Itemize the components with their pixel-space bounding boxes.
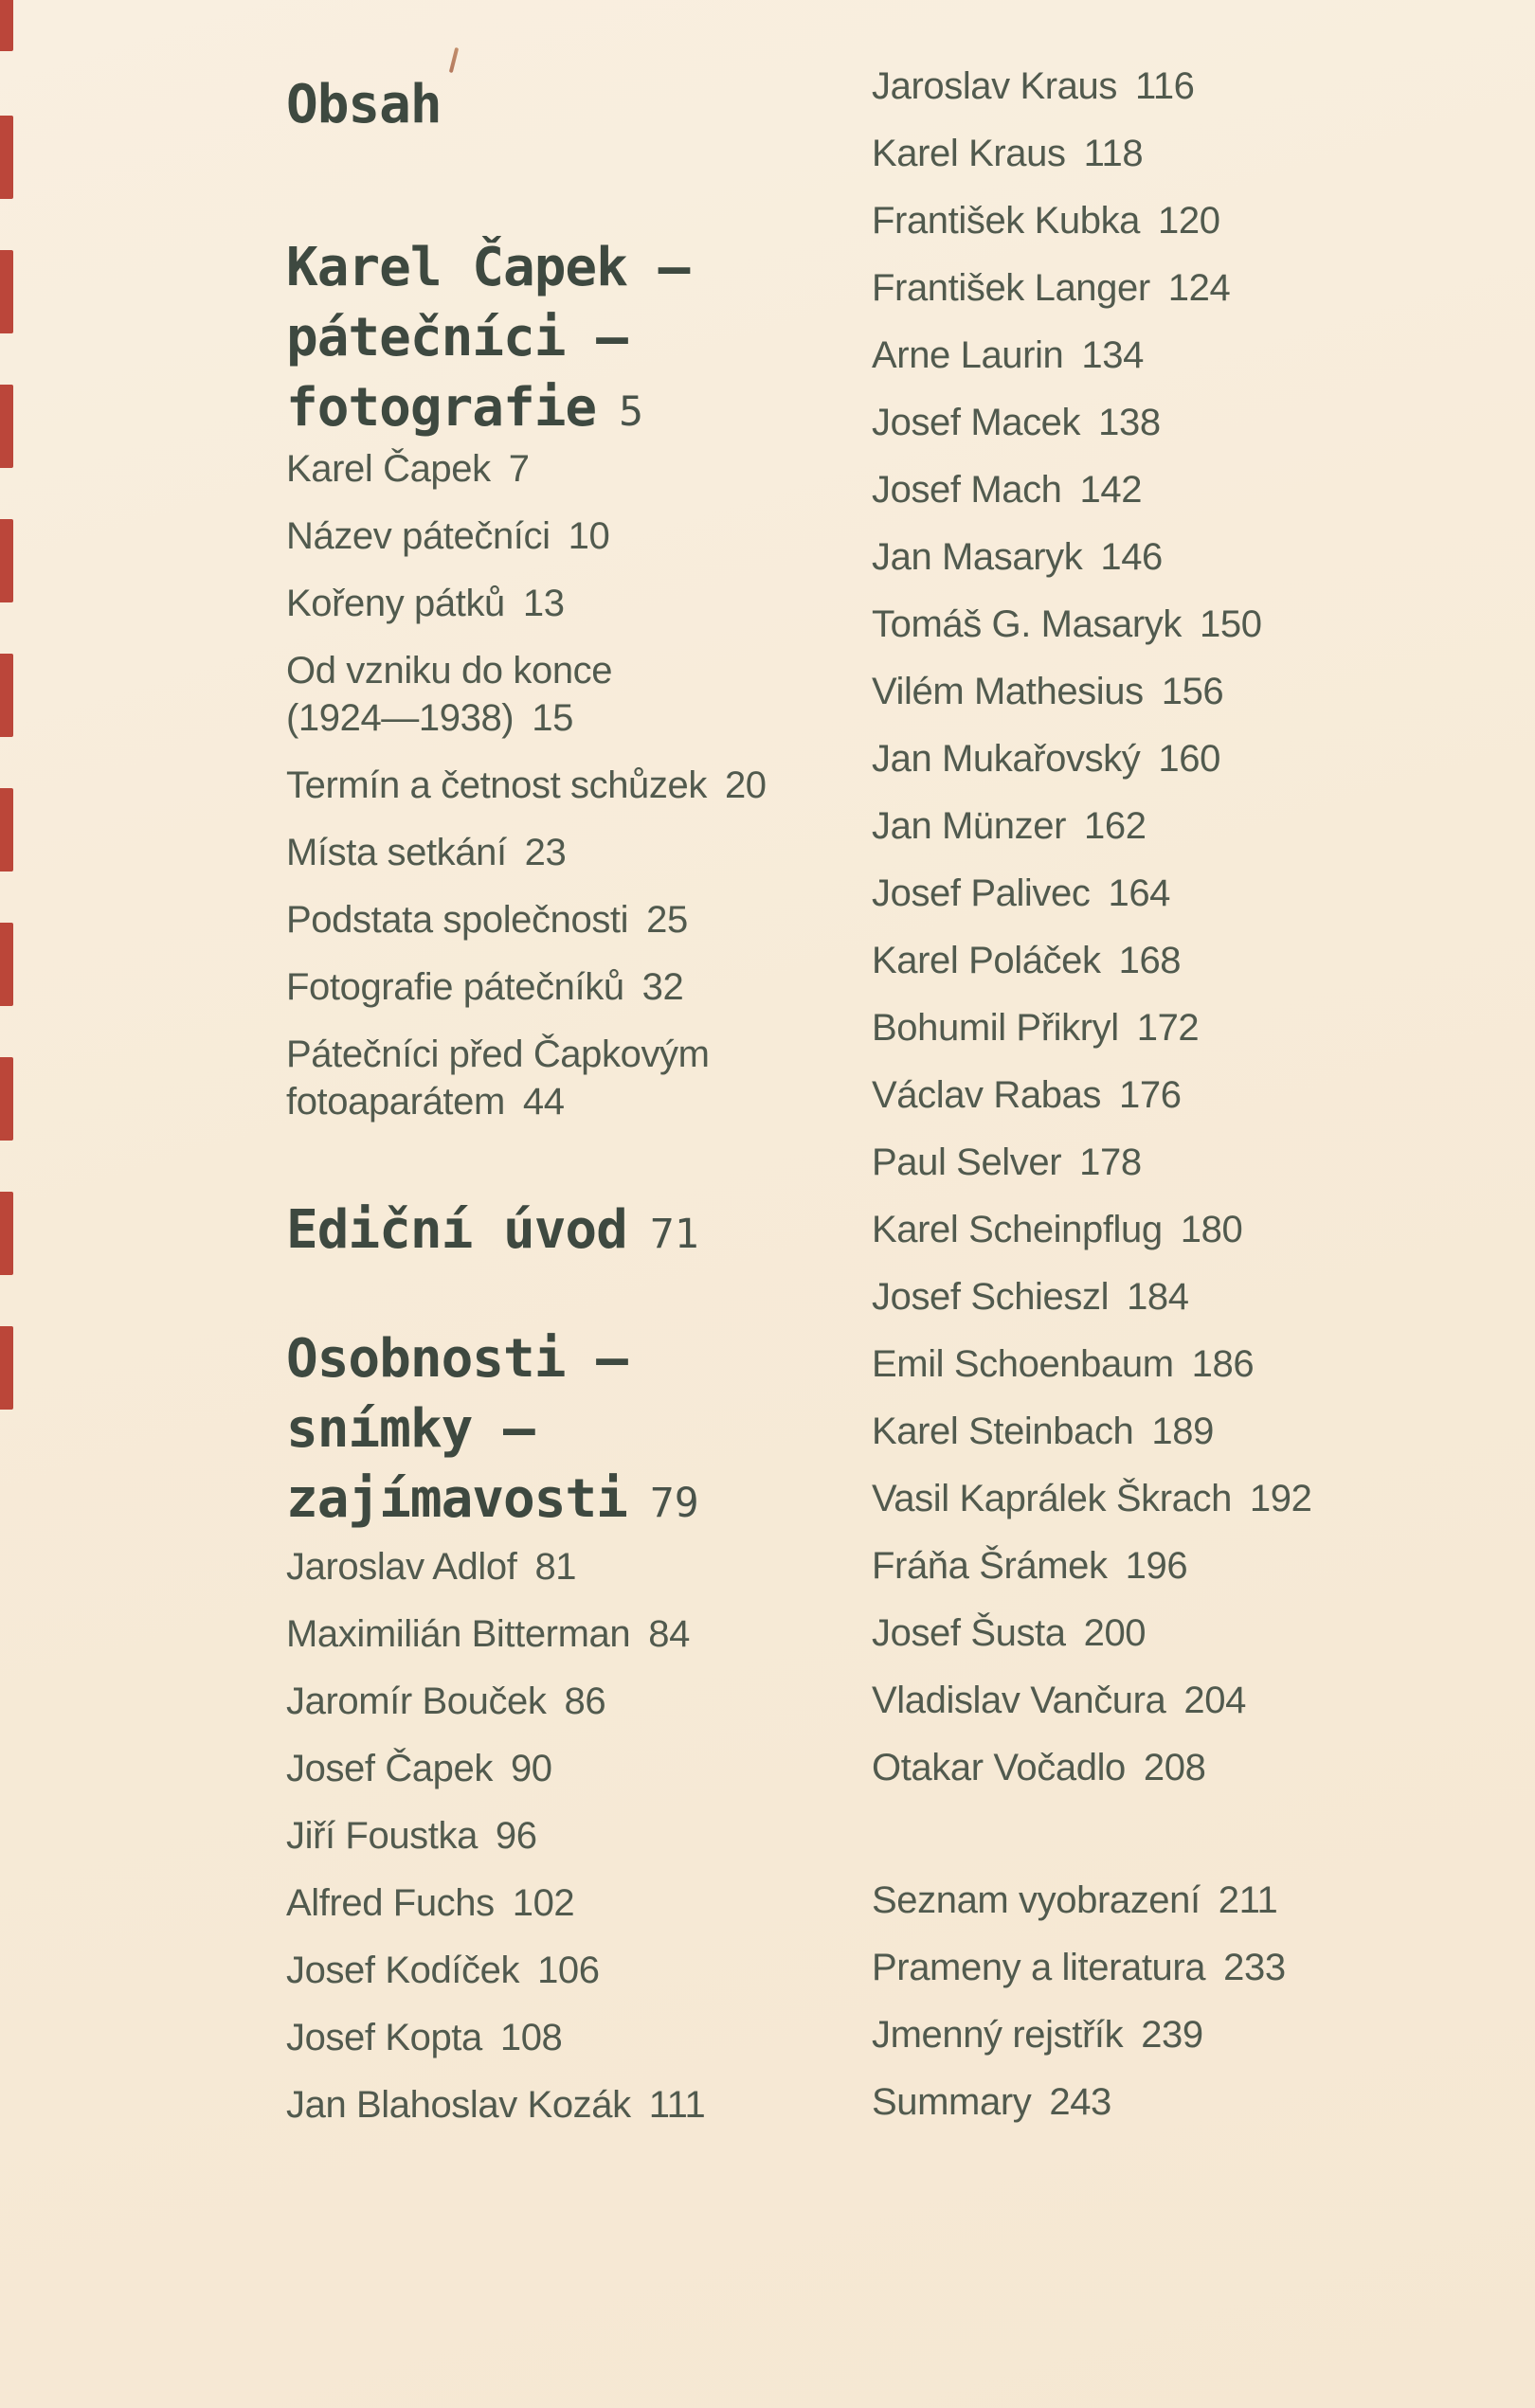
toc-entry-page-number: 120 [1158, 200, 1220, 242]
toc-entry-page-number: 156 [1161, 671, 1224, 712]
toc-entry-page-number: 180 [1180, 1209, 1243, 1250]
toc-entry [286, 2014, 705, 2061]
toc-entry-label: Fotografie pátečníků 32 [286, 966, 684, 1008]
toc-entry-label: Josef Palivec 164 [872, 872, 1171, 914]
toc-entry-label: Alfred Fuchs 102 [286, 1882, 575, 1924]
toc-entry-page-number: 84 [648, 1613, 690, 1655]
toc-entry [872, 601, 1311, 648]
toc-entry [872, 533, 1311, 581]
toc-entry-label: Josef Šusta 200 [872, 1612, 1147, 1654]
toc-entry [872, 1744, 1311, 1791]
section-heading-osobnosti-snimky-zajimavosti [286, 1324, 699, 1538]
toc-entry [872, 668, 1311, 715]
toc-entry-label: Termín a četnost schůzek 20 [286, 764, 767, 806]
toc-entry-label: Vladislav Vančura 204 [872, 1680, 1246, 1721]
toc-entry-label: Jiří Foustka 96 [286, 1815, 537, 1857]
toc-entry [286, 445, 767, 493]
toc-entry-page-number: 124 [1167, 267, 1231, 309]
toc-entry-page-number: 142 [1079, 469, 1143, 511]
toc-entry-label: Maximilián Bitterman 84 [286, 1613, 690, 1655]
toc-entry [872, 1273, 1311, 1321]
toc-entry-label: Jan Blahoslav Kozák 111 [286, 2084, 706, 2126]
toc-entry-page-number: 102 [512, 1882, 575, 1924]
toc-entry-label: Název pátečníci 10 [286, 515, 610, 557]
toc-entry-page-number: 108 [499, 2017, 563, 2058]
toc-entry-page-number: 7 [508, 448, 530, 490]
toc-entry-label: Tomáš G. Masaryk 150 [872, 603, 1262, 645]
toc-entry-label: Josef Kodíček 106 [286, 1950, 600, 1991]
toc-entry [286, 1678, 705, 1725]
toc-entry [286, 1947, 705, 1994]
section-heading-karel-capek-patecnici-fotografie [286, 233, 689, 447]
red-edge-dash [0, 519, 13, 602]
toc-entry-label: Jmenný rejstřík 239 [872, 2014, 1203, 2056]
section-heading-line: zajímavosti 79 [286, 1468, 699, 1530]
toc-entry-page-number: 146 [1100, 536, 1163, 578]
toc-entry-page-number: 243 [1049, 2081, 1111, 2123]
toc-entry [872, 197, 1311, 244]
toc-entry-label: Arne Laurin 134 [872, 334, 1144, 376]
toc-entry-label: Josef Mach 142 [872, 469, 1143, 511]
toc-entry-label: Karel Scheinpflug 180 [872, 1209, 1243, 1250]
toc-entry-page-number: 184 [1127, 1276, 1189, 1318]
toc-entry-label: Emil Schoenbaum 186 [872, 1343, 1255, 1385]
toc-entry [286, 963, 767, 1011]
toc-entry-label: Otakar Vočadlo 208 [872, 1747, 1206, 1788]
paper-scratch-mark [449, 47, 459, 73]
toc-entry [286, 1879, 705, 1927]
toc-entry-label: Josef Kopta 108 [286, 2017, 563, 2058]
section-heading-line: Osobnosti — [286, 1328, 627, 1390]
toc-entry-page-number: 13 [522, 583, 565, 624]
toc-entry-label: Karel Kraus 118 [872, 133, 1144, 174]
toc-entry [286, 647, 767, 742]
toc-entry-page-number: 86 [564, 1680, 606, 1722]
toc-entry-label: Jan Mukařovský 160 [872, 738, 1220, 780]
toc-entry [286, 829, 767, 876]
toc-entry-page-number: 189 [1151, 1411, 1214, 1452]
toc-entry-page-number: 211 [1218, 1879, 1278, 1921]
toc-entry [872, 802, 1311, 850]
toc-entry [872, 1609, 1311, 1657]
toc-entry-label: Josef Macek 138 [872, 402, 1161, 443]
toc-entry [872, 2011, 1286, 2058]
toc-entry-label: Jaromír Bouček 86 [286, 1680, 606, 1722]
toc-entry [286, 1543, 705, 1590]
toc-entry-page-number: 239 [1141, 2014, 1203, 2056]
toc-entry-page-number: 106 [537, 1950, 600, 1991]
toc-entry-label: Místa setkání 23 [286, 832, 567, 873]
toc-entry-label: Vasil Kaprálek Škrach 192 [872, 1478, 1312, 1519]
section-heading-line: fotografie 5 [286, 377, 644, 439]
red-edge-dash [0, 1057, 13, 1141]
toc-entry-page-number: 23 [524, 832, 567, 873]
toc-entry-label: Fráňa Šrámek 196 [872, 1545, 1188, 1587]
toc-entry-page-number: 200 [1083, 1612, 1147, 1654]
toc-entry-label: Od vzniku do konce [286, 650, 613, 692]
red-edge-dash [0, 116, 13, 199]
toc-entry-page-number: 176 [1119, 1074, 1182, 1116]
red-edge-dash [0, 654, 13, 737]
toc-entry [872, 1944, 1286, 1991]
toc-entry [872, 1340, 1311, 1388]
toc-entry-label: Paul Selver 178 [872, 1141, 1142, 1183]
toc-entry [872, 399, 1311, 446]
right-column-footer-entries [872, 1877, 1286, 2146]
red-edge-dash [0, 0, 13, 51]
toc-entry-label: Karel Steinbach 189 [872, 1411, 1214, 1452]
red-edge-dash [0, 1192, 13, 1275]
toc-entry [286, 1812, 705, 1860]
toc-entry-label: Bohumil Přikryl 172 [872, 1007, 1200, 1049]
toc-entry-page-number: 162 [1084, 805, 1147, 847]
right-column-entries [872, 63, 1311, 1811]
section-heading-line: snímky — [286, 1398, 534, 1460]
toc-entry-label: Václav Rabas 176 [872, 1074, 1182, 1116]
toc-entry-label: Jaroslav Kraus 116 [872, 65, 1195, 107]
toc-entry-page-number: 96 [495, 1815, 537, 1857]
toc-entry-label: František Kubka 120 [872, 200, 1220, 242]
toc-entry-label: Podstata společnosti 25 [286, 899, 688, 941]
section-entries-fotografie [286, 445, 767, 1145]
toc-entry-page-number: 233 [1223, 1947, 1286, 1988]
section-heading-line: Karel Čapek — [286, 237, 690, 298]
toc-entry-page-number: 192 [1249, 1478, 1312, 1519]
toc-entry-page-number: 118 [1083, 133, 1144, 174]
toc-entry-label: Kořeny pátků 13 [286, 583, 565, 624]
toc-entry [872, 735, 1311, 782]
toc-entry [872, 870, 1311, 917]
toc-entry-page-number: 32 [641, 966, 684, 1008]
toc-entry [872, 937, 1311, 984]
toc-entry [872, 1475, 1311, 1522]
toc-entry-page-number: 164 [1108, 872, 1171, 914]
toc-entry [872, 2078, 1286, 2126]
section-heading-edicni-uvod [286, 1195, 699, 1269]
toc-entry-page-number: 138 [1098, 402, 1161, 443]
toc-entry [872, 1206, 1311, 1253]
toc-entry-label: Jaroslav Adlof 81 [286, 1546, 577, 1588]
toc-entry [872, 1677, 1311, 1724]
toc-entry-label: Josef Čapek 90 [286, 1748, 552, 1789]
toc-entry-page-number: 186 [1191, 1343, 1255, 1385]
red-edge-dash [0, 923, 13, 1006]
red-edge-dash [0, 788, 13, 872]
page-title: Obsah [286, 74, 442, 135]
toc-entry-page-number: 10 [568, 515, 610, 557]
section-page-number: 71 [649, 1211, 699, 1258]
section-page-number: 79 [649, 1480, 699, 1527]
toc-entry-label: fotoaparátem 44 [286, 1081, 565, 1123]
toc-entry [286, 580, 767, 627]
toc-entry-label: (1924—1938) 15 [286, 697, 573, 739]
toc-entry-page-number: 168 [1118, 940, 1182, 981]
toc-entry-label: Seznam vyobrazení 211 [872, 1879, 1278, 1921]
toc-entry-page-number: 178 [1079, 1141, 1142, 1183]
toc-entry [872, 1542, 1311, 1590]
toc-entry [286, 1031, 767, 1125]
toc-entry [872, 1004, 1311, 1051]
section-entries-osobnosti [286, 1543, 705, 2148]
toc-entry [286, 896, 767, 943]
toc-entry-label: Prameny a literatura 233 [872, 1947, 1286, 1988]
toc-entry-label: Jan Münzer 162 [872, 805, 1147, 847]
red-edge-dash [0, 385, 13, 468]
toc-entry [872, 63, 1311, 110]
toc-entry-page-number: 15 [532, 697, 573, 739]
toc-entry-label: Summary 243 [872, 2081, 1111, 2123]
toc-entry-page-number: 44 [522, 1081, 565, 1123]
toc-entry-page-number: 204 [1183, 1680, 1246, 1721]
toc-entry [872, 466, 1311, 513]
toc-entry-label: František Langer 124 [872, 267, 1231, 309]
toc-entry [872, 1071, 1311, 1119]
toc-entry [872, 1877, 1286, 1924]
toc-entry [286, 762, 767, 809]
toc-entry-page-number: 160 [1158, 738, 1220, 780]
toc-entry [872, 264, 1311, 312]
red-edge-dash [0, 250, 13, 333]
toc-entry [872, 1139, 1311, 1186]
toc-entry-label: Karel Poláček 168 [872, 940, 1182, 981]
section-page-number: 5 [619, 388, 644, 436]
toc-entry [872, 130, 1311, 177]
section-heading-line: pátečníci — [286, 307, 627, 368]
toc-entry [286, 1745, 705, 1792]
toc-entry-label: Karel Čapek 7 [286, 448, 530, 490]
toc-entry-page-number: 111 [648, 2084, 706, 2126]
toc-entry-label: Vilém Mathesius 156 [872, 671, 1224, 712]
toc-entry-page-number: 150 [1200, 603, 1262, 645]
toc-entry-page-number: 81 [534, 1546, 577, 1588]
toc-entry-page-number: 196 [1125, 1545, 1188, 1587]
toc-entry-page-number: 208 [1143, 1747, 1206, 1788]
toc-entry [286, 1610, 705, 1658]
toc-entry-label: Pátečníci před Čapkovým [286, 1033, 710, 1075]
toc-entry-label: Josef Schieszl 184 [872, 1276, 1189, 1318]
toc-entry-page-number: 116 [1134, 65, 1195, 107]
toc-entry-page-number: 172 [1136, 1007, 1200, 1049]
toc-entry-page-number: 134 [1081, 334, 1144, 376]
section-heading-line: Ediční úvod 71 [286, 1199, 699, 1261]
toc-entry-page-number: 25 [646, 899, 688, 941]
toc-entry-page-number: 20 [724, 764, 767, 806]
toc-entry [286, 512, 767, 560]
toc-entry [872, 1408, 1311, 1455]
red-edge-dash [0, 1326, 13, 1410]
toc-entry [872, 332, 1311, 379]
toc-entry-label: Jan Masaryk 146 [872, 536, 1163, 578]
toc-entry [286, 2081, 705, 2129]
toc-entry-page-number: 90 [510, 1748, 552, 1789]
